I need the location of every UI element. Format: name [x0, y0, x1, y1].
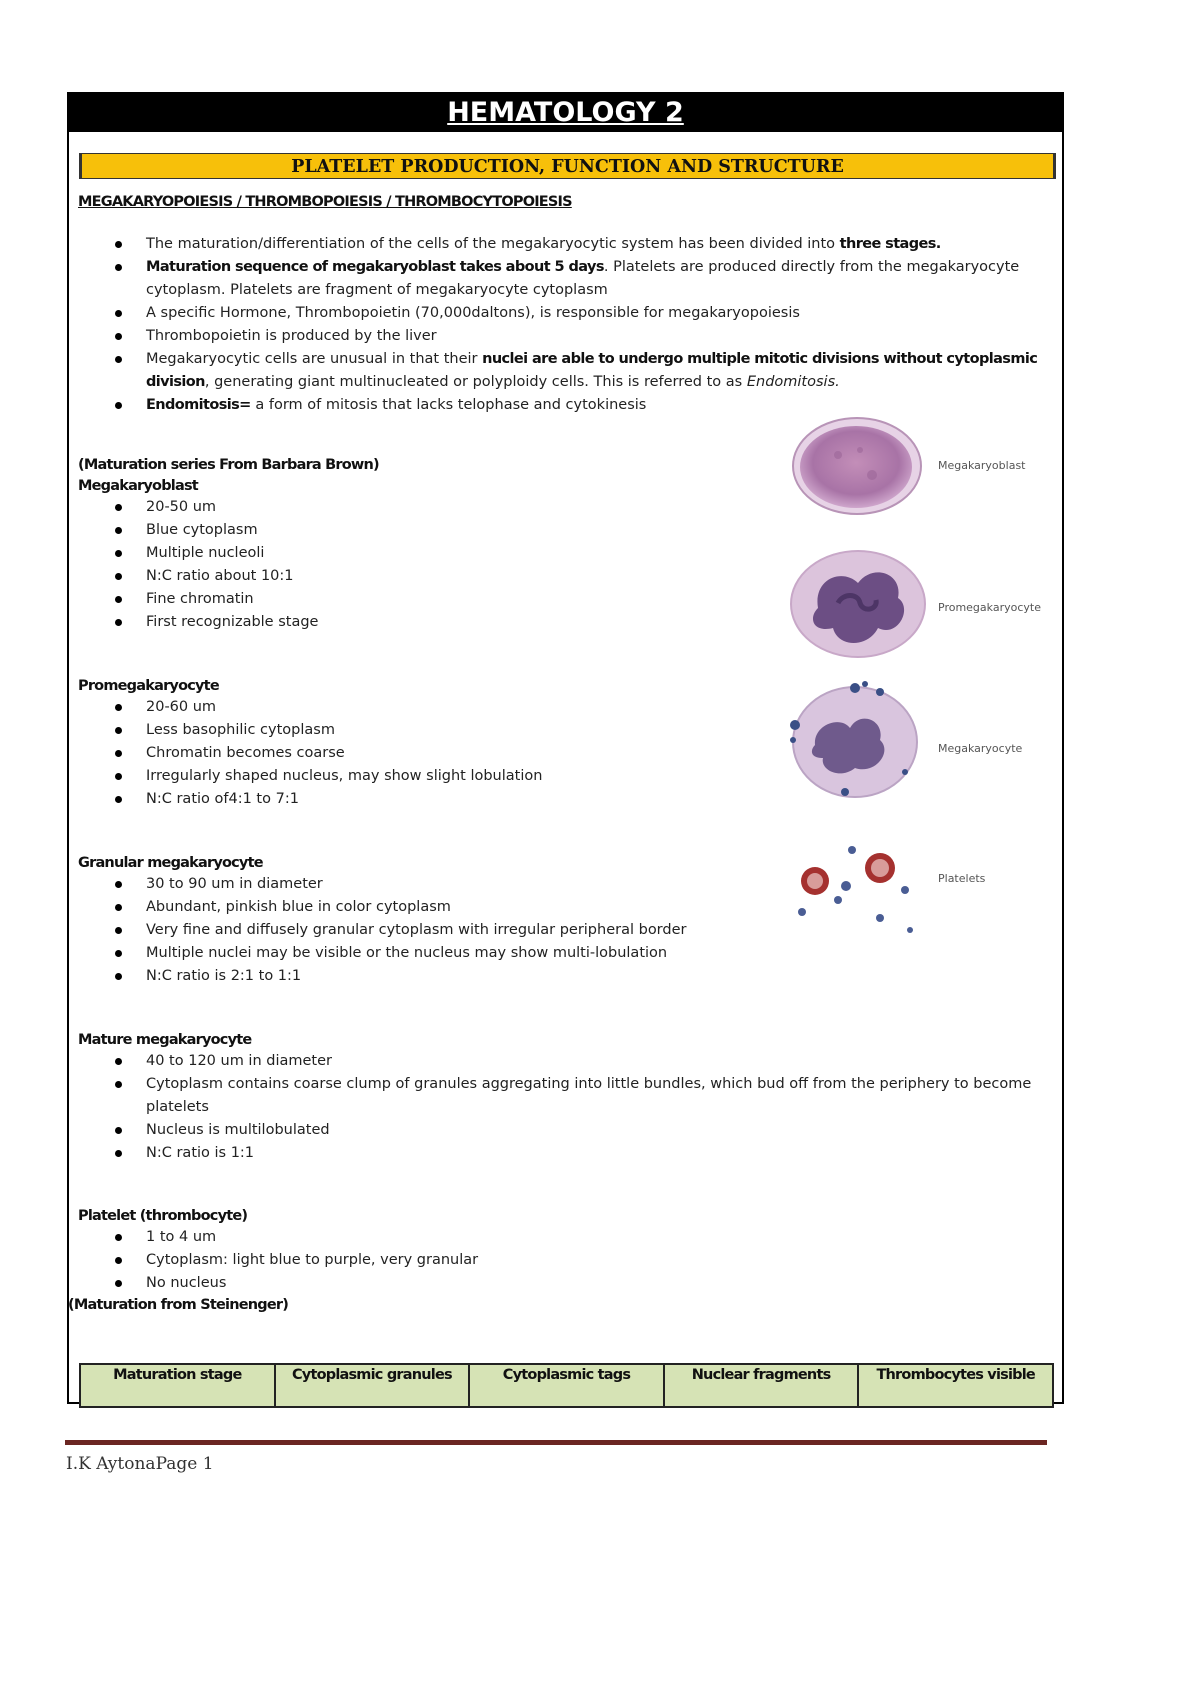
steinenger-source: (Maturation from Steinenger) — [68, 1297, 289, 1313]
footer-page-label: I.K AytonaPage 1 — [66, 1454, 214, 1474]
mature-list — [79, 1050, 1049, 1165]
promegakaryocyte-title: Promegakaryocyte — [78, 678, 219, 694]
list-item: Blue cytoplasm — [79, 519, 759, 542]
list-item: First recognizable stage — [79, 611, 759, 634]
megakaryoblast-list — [79, 496, 759, 634]
table-header-cell: Maturation stage — [80, 1364, 275, 1407]
list-item: 40 to 120 um in diameter — [79, 1050, 1049, 1073]
megakaryocyte-label: Megakaryocyte — [938, 742, 1023, 755]
list-item: The maturation/differentiation of the cells of the megakaryocytic system has been divided into three stages. — [79, 233, 1049, 256]
list-item: N:C ratio about 10:1 — [79, 565, 759, 588]
table-header-cell: Cytoplasmic tags — [469, 1364, 664, 1407]
megakaryoblast-label: Megakaryoblast — [938, 459, 1026, 472]
promegakaryocyte-list — [79, 696, 759, 811]
megakaryocyte-image — [785, 680, 920, 800]
table-header-cell: Cytoplasmic granules — [275, 1364, 470, 1407]
document-title: HEMATOLOGY 2 — [69, 94, 1062, 132]
list-item: Less basophilic cytoplasm — [79, 719, 759, 742]
list-item: Multiple nuclei may be visible or the nucleus may show multi-lobulation — [79, 942, 759, 965]
series-source: (Maturation series From Barbara Brown) — [78, 457, 379, 473]
promegakaryocyte-image — [788, 548, 928, 660]
table-header-cell: Thrombocytes visible — [858, 1364, 1053, 1407]
list-item: Nucleus is multilobulated — [79, 1119, 1049, 1142]
list-item: Abundant, pinkish blue in color cytoplasm — [79, 896, 759, 919]
list-item: N:C ratio is 1:1 — [79, 1142, 1049, 1165]
list-item: Chromatin becomes coarse — [79, 742, 759, 765]
platelet-title: Platelet (thrombocyte) — [78, 1208, 248, 1224]
list-item: A specific Hormone, Thrombopoietin (70,000daltons), is responsible for megakaryopoiesis — [79, 302, 1049, 325]
list-item: Cytoplasm contains coarse clump of granules aggregating into little bundles, which bud off from the periphery to become platelets — [79, 1073, 1049, 1119]
list-item: N:C ratio is 2:1 to 1:1 — [79, 965, 759, 988]
footer-divider — [65, 1440, 1047, 1445]
list-item: 30 to 90 um in diameter — [79, 873, 759, 896]
platelets-label: Platelets — [938, 872, 986, 885]
section-title: PLATELET PRODUCTION, FUNCTION AND STRUCTURE — [79, 153, 1056, 179]
table-header-cell: Nuclear fragments — [664, 1364, 859, 1407]
promegakaryocyte-label: Promegakaryocyte — [938, 601, 1041, 614]
maturation-table — [79, 1363, 1054, 1408]
subheading: MEGAKARYOPOIESIS / THROMBOPOIESIS / THROMBOCYTOPOIESIS — [78, 194, 572, 210]
table-header-row — [80, 1364, 1053, 1407]
granular-list — [79, 873, 759, 988]
list-item: 1 to 4 um — [79, 1226, 759, 1249]
list-item: Thrombopoietin is produced by the liver — [79, 325, 1049, 348]
granular-title: Granular megakaryocyte — [78, 855, 263, 871]
list-item: Megakaryocytic cells are unusual in that their nuclei are able to undergo multiple mitotic divisions without cytoplasmic division, generating giant multinucleated or polyploidy cells. This is referred to as Endomitosis. — [79, 348, 1049, 394]
list-item: Multiple nucleoli — [79, 542, 759, 565]
list-item: No nucleus — [79, 1272, 759, 1295]
list-item: 20-50 um — [79, 496, 759, 519]
list-item: Maturation sequence of megakaryoblast takes about 5 days. Platelets are produced directly from the megakaryocyte cytoplasm. Platelets are fragment of megakaryocyte cytoplasm — [79, 256, 1049, 302]
intro-list — [79, 233, 1049, 417]
list-item: 20-60 um — [79, 696, 759, 719]
list-item: Fine chromatin — [79, 588, 759, 611]
list-item: Irregularly shaped nucleus, may show slight lobulation — [79, 765, 759, 788]
list-item: Endomitosis= a form of mitosis that lacks telophase and cytokinesis — [79, 394, 1049, 417]
megakaryoblast-image — [790, 415, 925, 517]
list-item: Very fine and diffusely granular cytoplasm with irregular peripheral border — [79, 919, 759, 942]
list-item: N:C ratio of4:1 to 7:1 — [79, 788, 759, 811]
list-item: Cytoplasm: light blue to purple, very granular — [79, 1249, 759, 1272]
megakaryoblast-title: Megakaryoblast — [78, 478, 198, 494]
mature-title: Mature megakaryocyte — [78, 1032, 252, 1048]
platelet-list — [79, 1226, 759, 1295]
platelets-image — [790, 838, 920, 938]
